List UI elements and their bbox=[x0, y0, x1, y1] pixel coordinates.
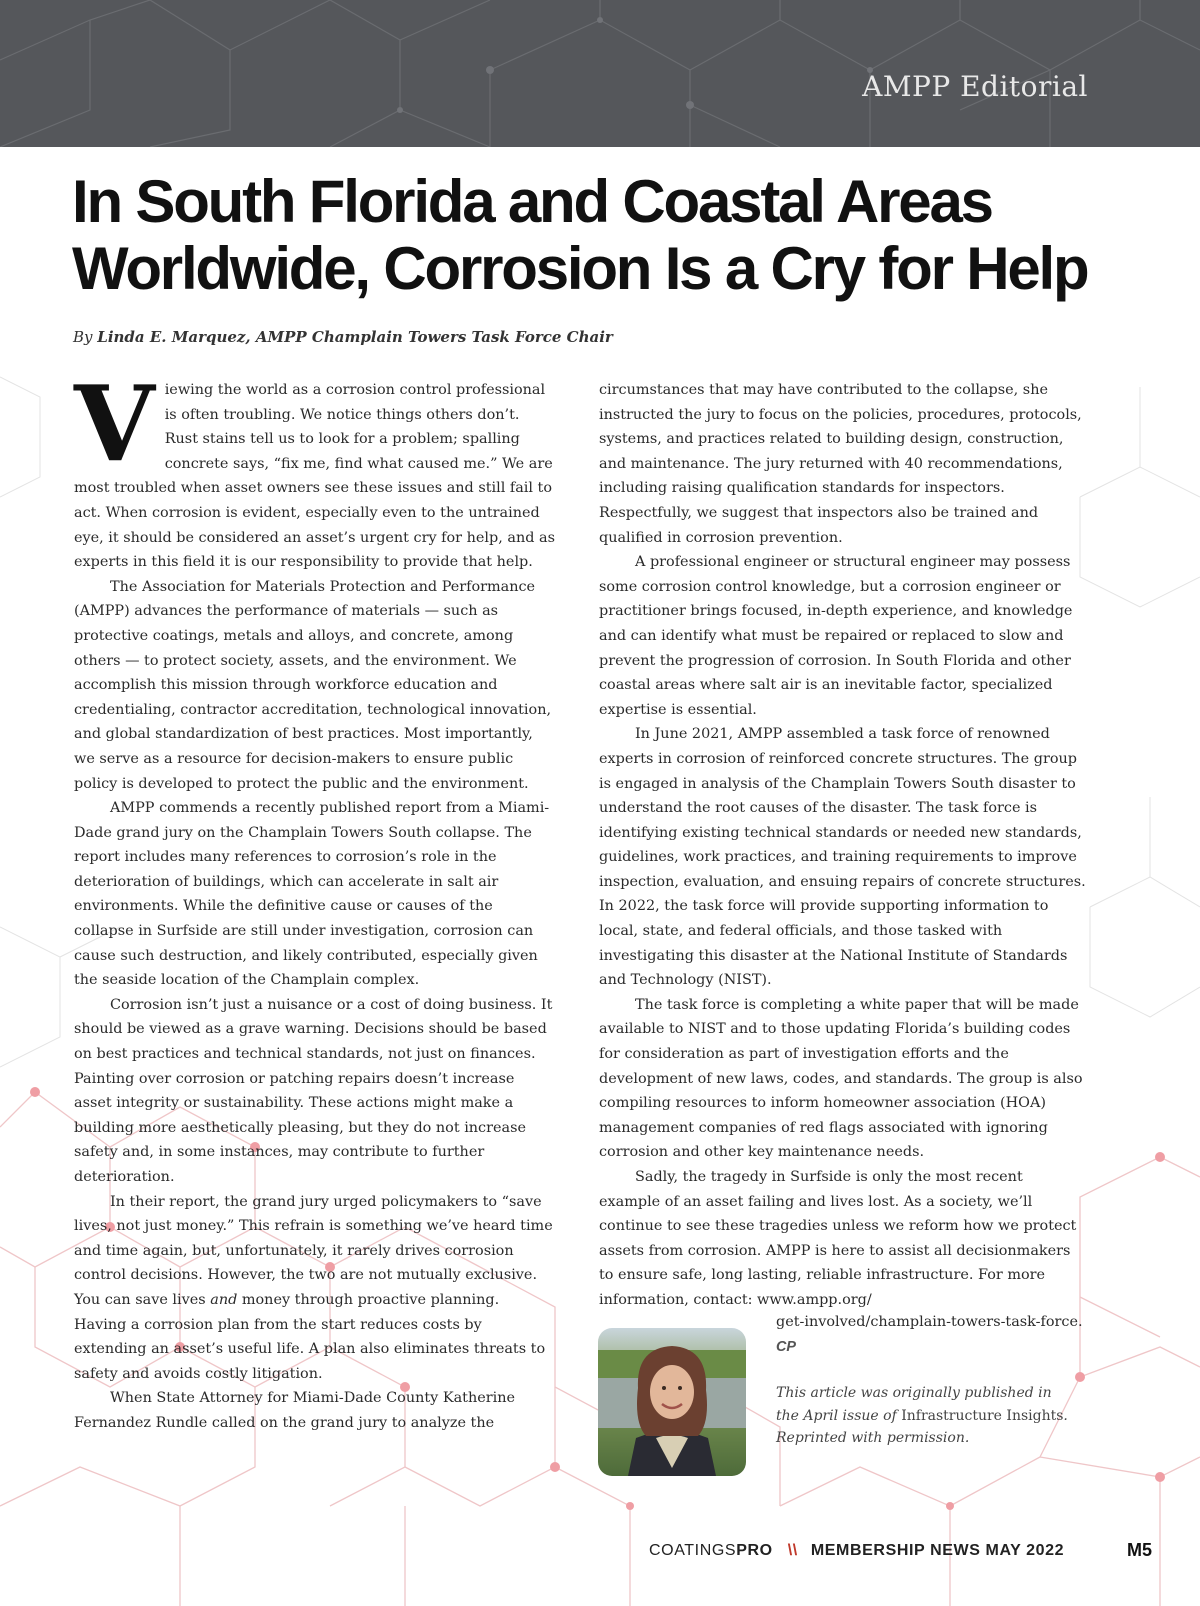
reprint-note bbox=[776, 1382, 1076, 1450]
footer-brand-light: COATINGS bbox=[649, 1542, 737, 1559]
article-column-right bbox=[599, 378, 1087, 1313]
contact-link[interactable]: get-involved/champlain-towers-task-force. bbox=[776, 1314, 1083, 1330]
byline bbox=[73, 328, 613, 346]
header-band bbox=[0, 0, 1200, 147]
paragraph-5 bbox=[74, 1190, 556, 1387]
paragraph-5-emphasis: and bbox=[210, 1291, 238, 1308]
footer-issue: MEMBERSHIP NEWS MAY 2022 bbox=[810, 1542, 1065, 1559]
end-mark: CP bbox=[776, 1338, 796, 1355]
reprint-note-text-b: . Reprinted with permission. bbox=[776, 1407, 1068, 1446]
author-photo bbox=[598, 1328, 746, 1476]
paragraph-10: Sadly, the tragedy in Surfside is only the most recent example of an asset failing and lives lost. As a society, we’ll continue to see these tragedies unless we reform how we protect assets from corrosion. AMPP is here to assist all decisionmakers to ensure safe, long lasting, reliable infrastructure. For more information, contact: www.ampp.org/ bbox=[599, 1169, 1077, 1308]
drop-cap: V bbox=[74, 362, 155, 485]
paragraph-3: AMPP commends a recently published report from a Miami-Dade grand jury on the Champlain Towers South collapse. The report includes many references to corrosion’s role in the deterioration of buildings, which can accelerate in salt air environments. While the definitive cause or causes of the collapse in Surfside are still under investigation, corrosion can cause such destruction, and likely contributed, especially given the seaside location of the Champlain complex. bbox=[74, 800, 550, 989]
byline-prefix: By bbox=[73, 328, 93, 346]
paragraph-5-text-a: In their report, the grand jury urged policymakers to “save lives, not just money.” This refrain is something we’ve heard time and time again, but, unfortunately, it rarely drives corrosion control decisions. However, the two are not mutually exclusive. You can save lives bbox=[74, 1193, 553, 1308]
paragraph-5-text-b: money through proactive planning. Having a corrosion plan from the start reduces costs by extending an asset’s useful life. A plan also eliminates threats to safety and avoids costly litigation. bbox=[74, 1291, 546, 1382]
byline-author: Linda E. Marquez, AMPP Champlain Towers Task Force Chair bbox=[97, 328, 613, 346]
paragraph-1 bbox=[74, 362, 556, 575]
paragraph-4: Corrosion isn’t just a nuisance or a cost of doing business. It should be viewed as a grave warning. Decisions should be based on best practices and technical standards, not just on finances. Painting over corrosion or patching repairs doesn’t increase asset integrity or sustainability. These actions might make a building more aesthetically pleasing, but they do not increase safety and, in some instances, may contribute to further deterioration. bbox=[74, 996, 553, 1185]
paragraph-8: In June 2021, AMPP assembled a task force of renowned experts in corrosion of reinforced concrete structures. The group is engaged in analysis of the Champlain Towers South disaster to understand the root causes of the disaster. The task force is identifying existing technical standards or needed new standards, guidelines, work practices, and training requirements to improve inspection, evaluation, and ensuing repairs of concrete structures. In 2022, the task force will provide supporting information to local, state, and federal officials, and those tasked with investigating this disaster at the National Institute of Standards and Technology (NIST). bbox=[599, 726, 1086, 989]
footer-separator: \\ bbox=[787, 1542, 798, 1559]
article-column-left bbox=[74, 362, 556, 1436]
paragraph-7: A professional engineer or structural engineer may possess some corrosion control knowledge, but a corrosion engineer or practitioner brings focused, in-depth experience, and knowledge and can identify what must be repaired or replaced to slow and prevent the progression of corrosion. In South Florida and other coastal areas where salt air is an inevitable factor, specialized expertise is essential. bbox=[599, 554, 1073, 718]
reprint-note-text-a: This article was originally published in the April issue of bbox=[776, 1385, 1052, 1424]
section-label: AMPP Editorial bbox=[862, 70, 1088, 103]
publication-name: Infrastructure Insights bbox=[901, 1407, 1064, 1424]
paragraph-1-text: iewing the world as a corrosion control professional is often troubling. We notice things others don’t. Rust stains tell us to look for a problem; spalling concrete says, “fix me, find what caused me.” We are most troubled when asset owners see these issues and still fail to act. When corrosion is evident, especially even to the untrained eye, it should be considered an asset’s urgent cry for help, and as experts in this field it is our responsibility to provide that help. bbox=[74, 382, 555, 571]
article-title: In South Florida and Coastal Areas Worldwide, Corrosion Is a Cry for Help bbox=[72, 168, 1088, 302]
paragraph-9: The task force is completing a white paper that will be made available to NIST and to those updating Florida’s building codes for consideration as part of investigation efforts and the development of new laws, codes, and standards. The group is also compiling resources to inform homeowner association (HOA) management companies of red flags associated with ignoring corrosion and other key maintenance needs. bbox=[599, 996, 1083, 1161]
paragraph-2: The Association for Materials Protection and Performance (AMPP) advances the performance of materials — such as protective coatings, metals and alloys, and concrete, among others — to protect society, assets, and the environment. We accomplish this mission through workforce education and credentialing, contractor accreditation, technological innovation, and global standardization of best practices. Most importantly, we serve as a resource for decision-makers to ensure public policy is developed to protect the public and the environment. bbox=[74, 578, 552, 792]
page-number: M5 bbox=[1127, 1540, 1153, 1560]
paragraph-6: When State Attorney for Miami-Dade County Katherine Fernandez Rundle called on the grand jury to analyze the bbox=[74, 1390, 516, 1431]
paragraph-6-continued: circumstances that may have contributed to the collapse, she instructed the jury to focus on the policies, procedures, protocols, systems, and practices related to building design, construction, and maintenance. The jury returned with 40 recommendations, including raising qualification standards for inspectors. Respectfully, we suggest that inspectors also be trained and qualified in corrosion prevention. bbox=[599, 382, 1082, 546]
closing-text bbox=[776, 1310, 1086, 1359]
footer-brand-bold: PRO bbox=[736, 1542, 773, 1559]
footer bbox=[649, 1542, 1064, 1560]
